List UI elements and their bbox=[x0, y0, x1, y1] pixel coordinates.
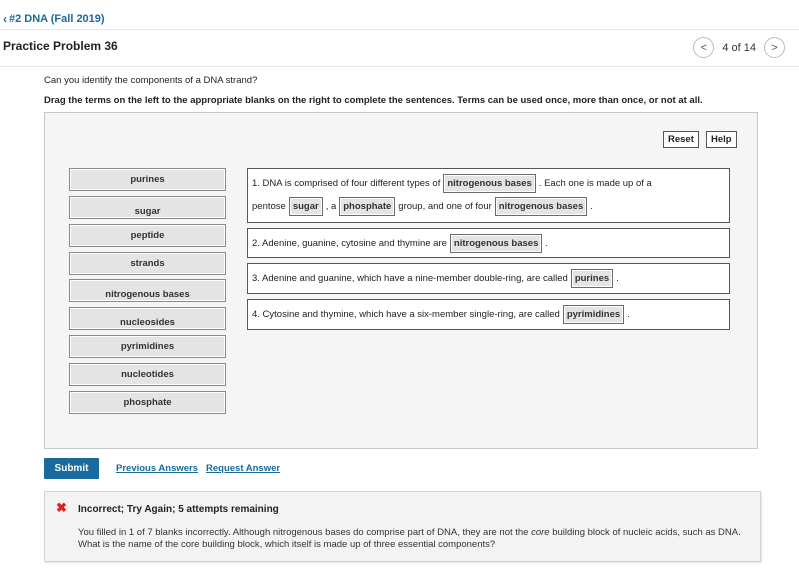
blank-3[interactable]: phosphate bbox=[339, 197, 395, 216]
term-pyrimidines[interactable]: pyrimidines bbox=[69, 335, 226, 358]
term-strands[interactable]: strands bbox=[69, 252, 226, 275]
sentence-1 bbox=[247, 168, 730, 223]
sentence-text: , a bbox=[325, 201, 337, 212]
blank-1[interactable]: nitrogenous bases bbox=[443, 174, 535, 193]
sentence-line bbox=[248, 303, 729, 326]
term-nucleotides[interactable]: nucleotides bbox=[69, 363, 226, 386]
reset-button[interactable]: Reset bbox=[663, 131, 699, 148]
sentence-line bbox=[248, 172, 729, 195]
request-answer-link[interactable]: Request Answer bbox=[206, 463, 281, 474]
back-link-label: #2 DNA (Fall 2019) bbox=[9, 13, 105, 25]
sentence-line bbox=[248, 267, 729, 290]
term-sugar[interactable]: sugar bbox=[69, 196, 226, 219]
submit-button[interactable]: Submit bbox=[44, 458, 99, 479]
feedback-panel bbox=[44, 491, 761, 562]
sentence-text: . bbox=[590, 201, 593, 212]
sentence-text: . Each one is made up of a bbox=[538, 178, 652, 189]
blank-4[interactable]: nitrogenous bases bbox=[495, 197, 587, 216]
back-to-assignment-link[interactable] bbox=[3, 12, 105, 26]
instructions-text: Drag the terms on the left to the appropriate blanks on the right to complete the sentences. Terms can be used once, more than once, or not at all. bbox=[44, 95, 703, 106]
blank-6[interactable]: purines bbox=[571, 269, 613, 288]
term-nitrogenous-bases[interactable]: nitrogenous bases bbox=[69, 279, 226, 302]
sentence-3 bbox=[247, 263, 730, 294]
chevron-left-icon: < bbox=[700, 41, 708, 54]
pager bbox=[693, 37, 785, 58]
term-nucleosides[interactable]: nucleosides bbox=[69, 307, 226, 330]
next-problem-button[interactable] bbox=[764, 37, 785, 58]
help-button[interactable]: Help bbox=[706, 131, 737, 148]
blank-5[interactable]: nitrogenous bases bbox=[450, 234, 542, 253]
term-peptide[interactable]: peptide bbox=[69, 224, 226, 247]
sentence-4 bbox=[247, 299, 730, 330]
sentence-text: . bbox=[616, 273, 619, 284]
feedback-text: You filled in 1 of 7 blanks incorrectly. Although nitrogenous bases do comprise part of DNA, they are not the bbox=[78, 527, 532, 538]
feedback-title: Incorrect; Try Again; 5 attempts remaining bbox=[78, 504, 279, 515]
blank-2[interactable]: sugar bbox=[289, 197, 323, 216]
header-divider bbox=[0, 29, 799, 30]
sentence-text: 2. Adenine, guanine, cytosine and thymine are bbox=[252, 238, 447, 249]
sentence-text: pentose bbox=[252, 201, 286, 212]
sentence-text: group, and one of four bbox=[398, 201, 492, 212]
pager-status: 4 of 14 bbox=[722, 41, 756, 54]
feedback-emphasis: core bbox=[531, 527, 550, 538]
feedback-body bbox=[78, 527, 758, 551]
chevron-right-icon: > bbox=[771, 41, 778, 54]
incorrect-x-icon: ✖ bbox=[56, 500, 67, 515]
sentence-text: 1. DNA is comprised of four different types of bbox=[252, 178, 441, 189]
term-purines[interactable]: purines bbox=[69, 168, 226, 191]
drag-drop-workarea bbox=[44, 112, 758, 449]
sentence-line bbox=[248, 195, 729, 218]
previous-problem-button[interactable] bbox=[693, 37, 714, 58]
header-divider bbox=[0, 66, 799, 67]
previous-answers-link[interactable]: Previous Answers bbox=[116, 463, 199, 474]
feedback-text: building block of nucleic acids, such as DNA. What is the name of the core building block, which itself is made up of three essential components? bbox=[78, 527, 741, 550]
sentence-2 bbox=[247, 228, 730, 258]
blank-7[interactable]: pyrimidines bbox=[563, 305, 624, 324]
chevron-left-icon: ‹ bbox=[3, 12, 7, 26]
problem-title: Practice Problem 36 bbox=[3, 39, 118, 53]
term-phosphate[interactable]: phosphate bbox=[69, 391, 226, 414]
sentence-text: . bbox=[545, 238, 548, 249]
sentence-text: 3. Adenine and guanine, which have a nine-member double-ring, are called bbox=[252, 273, 568, 284]
sentence-text: . bbox=[627, 309, 630, 320]
sentence-line bbox=[248, 232, 729, 255]
sentence-text: 4. Cytosine and thymine, which have a six-member single-ring, are called bbox=[252, 309, 560, 320]
question-text: Can you identify the components of a DNA strand? bbox=[44, 75, 258, 86]
